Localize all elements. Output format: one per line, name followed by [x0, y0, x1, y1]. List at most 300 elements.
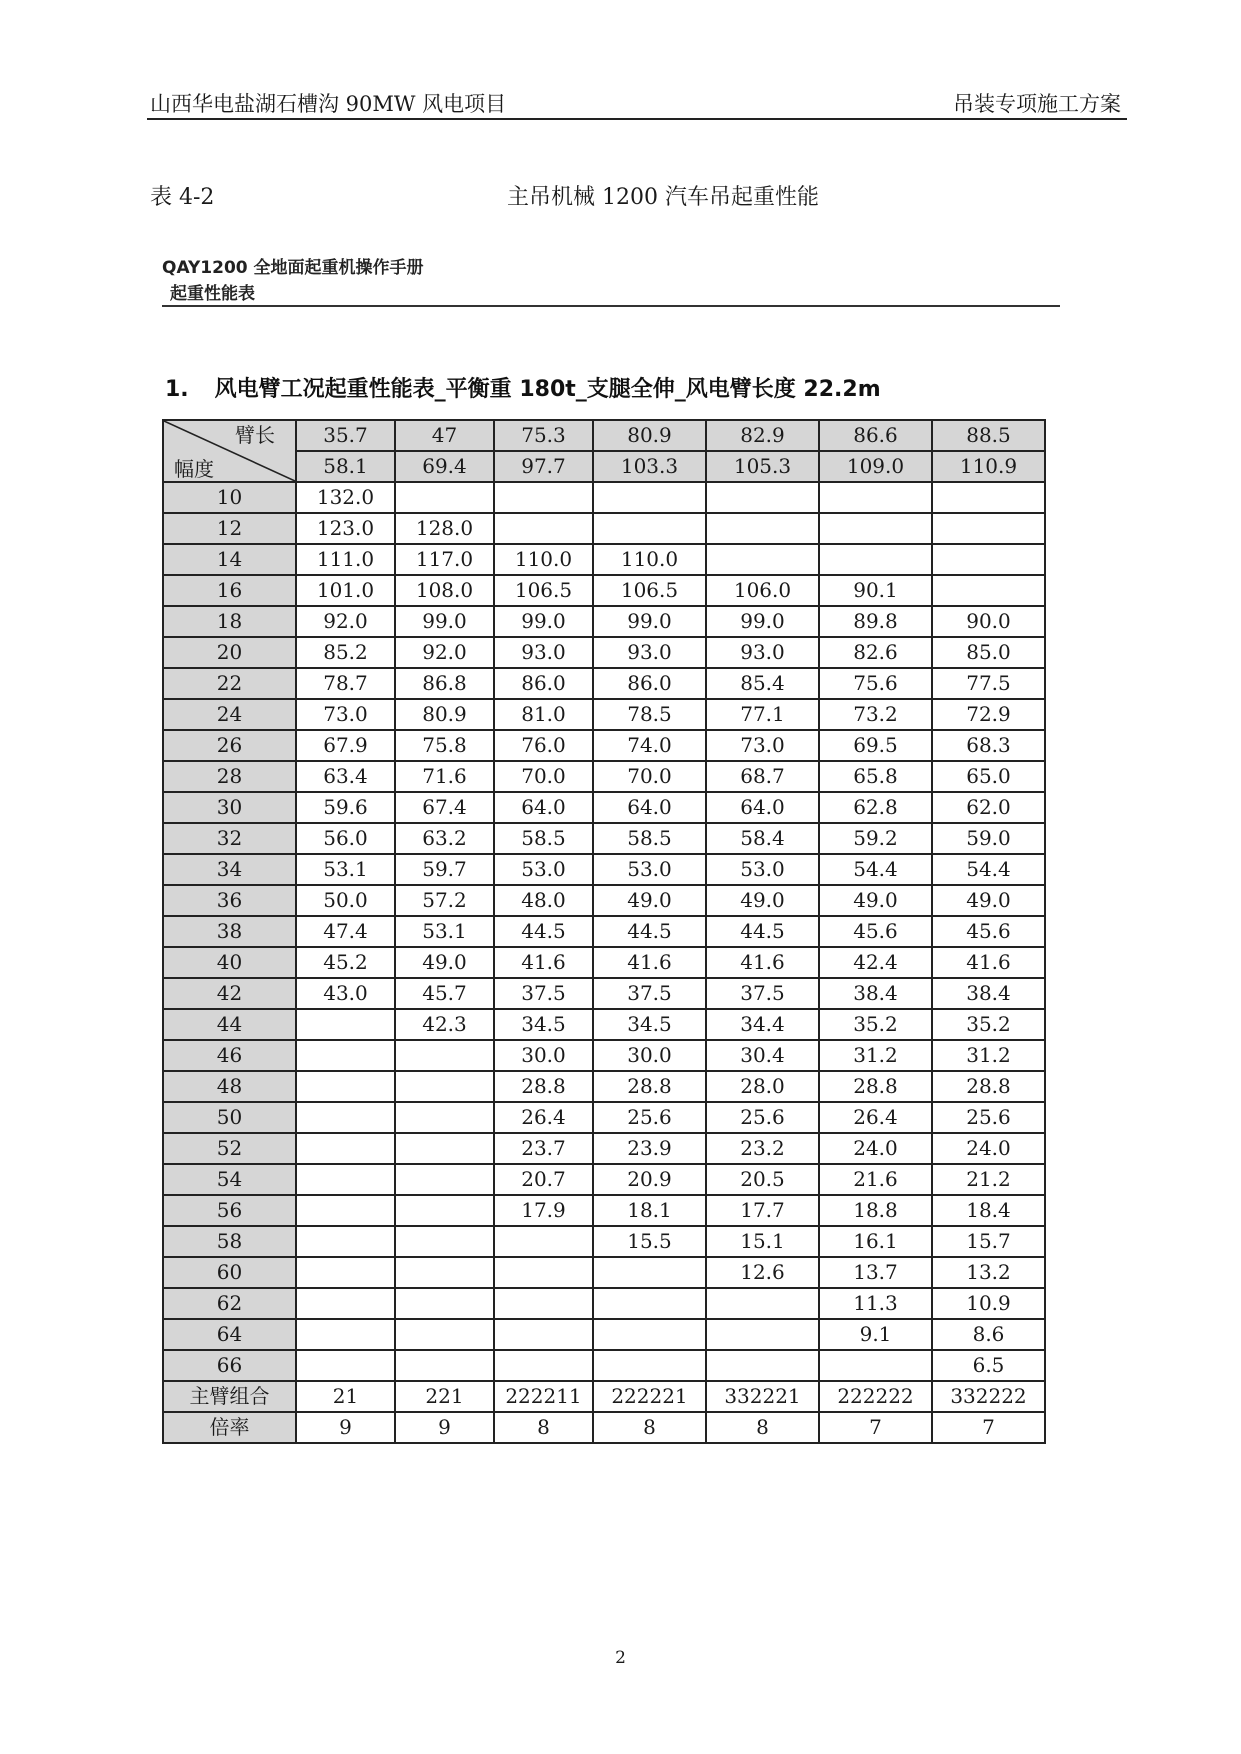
- reeving-ratio-cell: 8: [593, 1412, 706, 1443]
- capacity-cell: 41.6: [706, 947, 819, 978]
- table-title: 主吊机械 1200 汽车吊起重性能: [507, 185, 819, 210]
- boom-combination-row: [163, 1381, 1045, 1412]
- radius-cell: 60: [163, 1257, 296, 1288]
- radius-cell: 66: [163, 1350, 296, 1381]
- capacity-cell: 74.0: [593, 730, 706, 761]
- capacity-cell: 59.6: [296, 792, 395, 823]
- capacity-cell: [593, 482, 706, 513]
- capacity-cell: 73.2: [819, 699, 932, 730]
- capacity-cell: 44.5: [494, 916, 593, 947]
- capacity-cell: 62.0: [932, 792, 1045, 823]
- reeving-ratio-cell: 7: [819, 1412, 932, 1443]
- boom-combination-label: 主臂组合: [163, 1381, 296, 1412]
- capacity-cell: [494, 1319, 593, 1350]
- capacity-cell: 85.4: [706, 668, 819, 699]
- table-row: [163, 947, 1045, 978]
- radius-cell: 26: [163, 730, 296, 761]
- capacity-cell: [932, 513, 1045, 544]
- table-row: [163, 1071, 1045, 1102]
- capacity-cell: 56.0: [296, 823, 395, 854]
- radius-cell: 14: [163, 544, 296, 575]
- capacity-cell: [395, 1164, 494, 1195]
- capacity-cell: [593, 513, 706, 544]
- radius-cell: 18: [163, 606, 296, 637]
- radius-cell: 12: [163, 513, 296, 544]
- radius-cell: 30: [163, 792, 296, 823]
- capacity-cell: [395, 1319, 494, 1350]
- page-number: 2: [615, 1648, 626, 1668]
- capacity-cell: [296, 1195, 395, 1226]
- boom-length-label: 臂长: [235, 423, 275, 447]
- capacity-cell: 12.6: [706, 1257, 819, 1288]
- capacity-cell: 93.0: [706, 637, 819, 668]
- capacity-cell: 58.5: [494, 823, 593, 854]
- capacity-cell: 9.1: [819, 1319, 932, 1350]
- capacity-cell: [706, 1319, 819, 1350]
- capacity-cell: [296, 1226, 395, 1257]
- capacity-cell: 106.0: [706, 575, 819, 606]
- boom-combination-cell: 222211: [494, 1381, 593, 1412]
- capacity-cell: 28.8: [593, 1071, 706, 1102]
- capacity-cell: 28.8: [932, 1071, 1045, 1102]
- capacity-cell: 92.0: [296, 606, 395, 637]
- capacity-cell: 77.1: [706, 699, 819, 730]
- capacity-cell: 58.4: [706, 823, 819, 854]
- capacity-cell: [395, 1040, 494, 1071]
- capacity-cell: 30.0: [593, 1040, 706, 1071]
- table-row: [163, 885, 1045, 916]
- table-row: [163, 1133, 1045, 1164]
- capacity-cell: [395, 1288, 494, 1319]
- capacity-cell: 63.4: [296, 761, 395, 792]
- table-row: [163, 792, 1045, 823]
- capacity-cell: 49.0: [395, 947, 494, 978]
- capacity-cell: 15.5: [593, 1226, 706, 1257]
- capacity-cell: 111.0: [296, 544, 395, 575]
- capacity-cell: 35.2: [819, 1009, 932, 1040]
- capacity-cell: 117.0: [395, 544, 494, 575]
- main-boom-length-cell: 35.7: [296, 420, 395, 451]
- capacity-cell: 53.1: [296, 854, 395, 885]
- capacity-cell: 30.0: [494, 1040, 593, 1071]
- reeving-ratio-cell: 8: [494, 1412, 593, 1443]
- capacity-cell: 73.0: [296, 699, 395, 730]
- capacity-cell: [296, 1102, 395, 1133]
- capacity-cell: 64.0: [706, 792, 819, 823]
- capacity-cell: 37.5: [706, 978, 819, 1009]
- capacity-cell: 53.0: [593, 854, 706, 885]
- header-doc-title: 吊装专项施工方案: [953, 92, 1121, 116]
- capacity-cell: 25.6: [706, 1102, 819, 1133]
- table-row: [163, 1195, 1045, 1226]
- table-number: 表 4-2: [150, 185, 215, 210]
- capacity-cell: 68.3: [932, 730, 1045, 761]
- capacity-cell: 59.2: [819, 823, 932, 854]
- radius-cell: 42: [163, 978, 296, 1009]
- main-boom-length-cell: 47: [395, 420, 494, 451]
- capacity-cell: 68.7: [706, 761, 819, 792]
- capacity-cell: 73.0: [706, 730, 819, 761]
- capacity-cell: 11.3: [819, 1288, 932, 1319]
- capacity-cell: 92.0: [395, 637, 494, 668]
- capacity-cell: 85.0: [932, 637, 1045, 668]
- table-row: [163, 730, 1045, 761]
- capacity-cell: 41.6: [932, 947, 1045, 978]
- capacity-cell: 78.5: [593, 699, 706, 730]
- capacity-cell: 31.2: [932, 1040, 1045, 1071]
- capacity-cell: 15.7: [932, 1226, 1045, 1257]
- reeving-ratio-cell: 9: [395, 1412, 494, 1443]
- capacity-cell: 34.5: [593, 1009, 706, 1040]
- capacity-cell: 35.2: [932, 1009, 1045, 1040]
- table-row: [163, 854, 1045, 885]
- capacity-cell: 67.9: [296, 730, 395, 761]
- capacity-cell: 80.9: [395, 699, 494, 730]
- capacity-cell: 59.0: [932, 823, 1045, 854]
- capacity-cell: 108.0: [395, 575, 494, 606]
- capacity-cell: 58.5: [593, 823, 706, 854]
- capacity-cell: 25.6: [932, 1102, 1045, 1133]
- capacity-cell: 21.2: [932, 1164, 1045, 1195]
- capacity-cell: 86.0: [593, 668, 706, 699]
- table-row: [163, 1288, 1045, 1319]
- radius-cell: 16: [163, 575, 296, 606]
- capacity-cell: [819, 482, 932, 513]
- capacity-cell: [395, 1257, 494, 1288]
- main-boom-length-cell: 80.9: [593, 420, 706, 451]
- capacity-cell: [395, 482, 494, 513]
- total-boom-length-cell: 97.7: [494, 451, 593, 482]
- radius-cell: 28: [163, 761, 296, 792]
- capacity-cell: 30.4: [706, 1040, 819, 1071]
- capacity-cell: 49.0: [593, 885, 706, 916]
- capacity-cell: [494, 1288, 593, 1319]
- total-boom-length-cell: 103.3: [593, 451, 706, 482]
- capacity-cell: 49.0: [706, 885, 819, 916]
- manual-heading: [162, 255, 424, 307]
- capacity-cell: [296, 1164, 395, 1195]
- table-row: [163, 823, 1045, 854]
- capacity-cell: 26.4: [819, 1102, 932, 1133]
- capacity-cell: 53.1: [395, 916, 494, 947]
- boom-combination-cell: 332222: [932, 1381, 1045, 1412]
- radius-cell: 44: [163, 1009, 296, 1040]
- capacity-cell: 123.0: [296, 513, 395, 544]
- capacity-cell: 23.7: [494, 1133, 593, 1164]
- capacity-cell: [819, 513, 932, 544]
- capacity-cell: [593, 1319, 706, 1350]
- capacity-cell: 70.0: [494, 761, 593, 792]
- capacity-cell: 23.9: [593, 1133, 706, 1164]
- reeving-ratio-cell: 8: [706, 1412, 819, 1443]
- capacity-cell: 85.2: [296, 637, 395, 668]
- radius-cell: 24: [163, 699, 296, 730]
- total-boom-length-cell: 105.3: [706, 451, 819, 482]
- radius-cell: 38: [163, 916, 296, 947]
- header-project: 山西华电盐湖石槽沟 90MW 风电项目: [150, 92, 507, 116]
- radius-cell: 34: [163, 854, 296, 885]
- radius-cell: 48: [163, 1071, 296, 1102]
- capacity-cell: 41.6: [593, 947, 706, 978]
- capacity-cell: [296, 1350, 395, 1381]
- capacity-cell: 28.8: [819, 1071, 932, 1102]
- capacity-cell: 42.3: [395, 1009, 494, 1040]
- capacity-cell: [706, 513, 819, 544]
- main-boom-length-cell: 82.9: [706, 420, 819, 451]
- manual-rule: [162, 305, 1060, 307]
- capacity-cell: 45.6: [932, 916, 1045, 947]
- capacity-cell: 41.6: [494, 947, 593, 978]
- radius-label: 幅度: [174, 457, 214, 481]
- capacity-cell: 65.8: [819, 761, 932, 792]
- capacity-cell: 75.6: [819, 668, 932, 699]
- capacity-cell: 93.0: [494, 637, 593, 668]
- capacity-cell: 106.5: [593, 575, 706, 606]
- capacity-cell: [706, 482, 819, 513]
- capacity-cell: 86.0: [494, 668, 593, 699]
- capacity-cell: 20.7: [494, 1164, 593, 1195]
- capacity-cell: [395, 1133, 494, 1164]
- capacity-cell: 70.0: [593, 761, 706, 792]
- capacity-cell: 45.6: [819, 916, 932, 947]
- table-row: [163, 699, 1045, 730]
- section-title: 风电臂工况起重性能表_平衡重 180t_支腿全伸_风电臂长度 22.2m: [214, 377, 881, 402]
- capacity-cell: 65.0: [932, 761, 1045, 792]
- capacity-cell: 54.4: [819, 854, 932, 885]
- radius-cell: 22: [163, 668, 296, 699]
- corner-header-cell: [163, 420, 296, 482]
- capacity-cell: 93.0: [593, 637, 706, 668]
- radius-cell: 64: [163, 1319, 296, 1350]
- capacity-cell: 54.4: [932, 854, 1045, 885]
- capacity-cell: 18.1: [593, 1195, 706, 1226]
- capacity-cell: 38.4: [932, 978, 1045, 1009]
- capacity-cell: 86.8: [395, 668, 494, 699]
- capacity-cell: 45.7: [395, 978, 494, 1009]
- capacity-cell: 6.5: [932, 1350, 1045, 1381]
- capacity-cell: 110.0: [494, 544, 593, 575]
- capacity-cell: 16.1: [819, 1226, 932, 1257]
- capacity-cell: [296, 1009, 395, 1040]
- capacity-cell: [395, 1195, 494, 1226]
- capacity-cell: 69.5: [819, 730, 932, 761]
- capacity-cell: 71.6: [395, 761, 494, 792]
- table-row: [163, 606, 1045, 637]
- capacity-cell: [395, 1350, 494, 1381]
- table-row: [163, 1040, 1045, 1071]
- capacity-cell: 81.0: [494, 699, 593, 730]
- capacity-cell: 82.6: [819, 637, 932, 668]
- capacity-cell: 8.6: [932, 1319, 1045, 1350]
- manual-subtitle: 起重性能表: [170, 284, 255, 304]
- capacity-cell: [395, 1071, 494, 1102]
- capacity-cell: 44.5: [593, 916, 706, 947]
- capacity-cell: 57.2: [395, 885, 494, 916]
- radius-cell: 32: [163, 823, 296, 854]
- total-boom-length-cell: 69.4: [395, 451, 494, 482]
- capacity-cell: [932, 482, 1045, 513]
- capacity-cell: 99.0: [706, 606, 819, 637]
- capacity-cell: 101.0: [296, 575, 395, 606]
- boom-combination-cell: 222221: [593, 1381, 706, 1412]
- table-row: [163, 1102, 1045, 1133]
- capacity-cell: 49.0: [819, 885, 932, 916]
- capacity-cell: 99.0: [395, 606, 494, 637]
- table-row: [163, 1257, 1045, 1288]
- table-row: [163, 575, 1045, 606]
- capacity-cell: 53.0: [706, 854, 819, 885]
- capacity-cell: 48.0: [494, 885, 593, 916]
- table-row: [163, 1319, 1045, 1350]
- capacity-cell: 76.0: [494, 730, 593, 761]
- capacity-cell: [296, 1071, 395, 1102]
- capacity-cell: [395, 1226, 494, 1257]
- boom-combination-cell: 222222: [819, 1381, 932, 1412]
- capacity-cell: 72.9: [932, 699, 1045, 730]
- capacity-cell: 17.7: [706, 1195, 819, 1226]
- capacity-cell: [494, 1257, 593, 1288]
- capacity-cell: 59.7: [395, 854, 494, 885]
- boom-combination-cell: 332221: [706, 1381, 819, 1412]
- table-row: [163, 513, 1045, 544]
- main-boom-length-cell: 88.5: [932, 420, 1045, 451]
- reeving-ratio-label: 倍率: [163, 1412, 296, 1443]
- radius-cell: 20: [163, 637, 296, 668]
- capacity-cell: 24.0: [819, 1133, 932, 1164]
- capacity-cell: [593, 1350, 706, 1381]
- capacity-cell: 44.5: [706, 916, 819, 947]
- capacity-cell: [296, 1257, 395, 1288]
- table-row: [163, 1164, 1045, 1195]
- capacity-cell: 18.4: [932, 1195, 1045, 1226]
- capacity-cell: 26.4: [494, 1102, 593, 1133]
- capacity-cell: 106.5: [494, 575, 593, 606]
- capacity-cell: [932, 544, 1045, 575]
- main-boom-length-cell: 86.6: [819, 420, 932, 451]
- capacity-cell: [494, 513, 593, 544]
- capacity-cell: 28.0: [706, 1071, 819, 1102]
- table-row: [163, 1226, 1045, 1257]
- capacity-cell: 90.0: [932, 606, 1045, 637]
- capacity-cell: [494, 1226, 593, 1257]
- reeving-ratio-row: [163, 1412, 1045, 1443]
- total-boom-length-cell: 110.9: [932, 451, 1045, 482]
- capacity-cell: 110.0: [593, 544, 706, 575]
- main-boom-length-cell: 75.3: [494, 420, 593, 451]
- capacity-cell: [395, 1102, 494, 1133]
- capacity-cell: 10.9: [932, 1288, 1045, 1319]
- capacity-cell: 37.5: [593, 978, 706, 1009]
- capacity-cell: 128.0: [395, 513, 494, 544]
- capacity-cell: [494, 1350, 593, 1381]
- capacity-cell: 21.6: [819, 1164, 932, 1195]
- capacity-cell: [819, 1350, 932, 1381]
- total-boom-length-cell: 58.1: [296, 451, 395, 482]
- capacity-cell: 64.0: [494, 792, 593, 823]
- radius-cell: 46: [163, 1040, 296, 1071]
- capacity-cell: 31.2: [819, 1040, 932, 1071]
- capacity-cell: [296, 1319, 395, 1350]
- boom-combination-cell: 221: [395, 1381, 494, 1412]
- capacity-cell: 42.4: [819, 947, 932, 978]
- capacity-cell: [706, 1350, 819, 1381]
- capacity-cell: 63.2: [395, 823, 494, 854]
- radius-cell: 50: [163, 1102, 296, 1133]
- capacity-cell: 77.5: [932, 668, 1045, 699]
- table-row: [163, 916, 1045, 947]
- capacity-cell: 78.7: [296, 668, 395, 699]
- capacity-cell: 13.7: [819, 1257, 932, 1288]
- boom-combination-cell: 21: [296, 1381, 395, 1412]
- capacity-cell: 62.8: [819, 792, 932, 823]
- capacity-cell: 25.6: [593, 1102, 706, 1133]
- radius-cell: 56: [163, 1195, 296, 1226]
- capacity-cell: 64.0: [593, 792, 706, 823]
- radius-cell: 36: [163, 885, 296, 916]
- capacity-cell: 15.1: [706, 1226, 819, 1257]
- capacity-cell: 49.0: [932, 885, 1045, 916]
- capacity-cell: 45.2: [296, 947, 395, 978]
- capacity-cell: 34.5: [494, 1009, 593, 1040]
- table-row: [163, 668, 1045, 699]
- total-boom-length-cell: 109.0: [819, 451, 932, 482]
- capacity-cell: [593, 1288, 706, 1319]
- reeving-ratio-cell: 7: [932, 1412, 1045, 1443]
- capacity-cell: 18.8: [819, 1195, 932, 1226]
- capacity-cell: [932, 575, 1045, 606]
- capacity-cell: 89.8: [819, 606, 932, 637]
- section-number: 1.: [165, 377, 189, 402]
- capacity-cell: 99.0: [494, 606, 593, 637]
- capacity-cell: 67.4: [395, 792, 494, 823]
- capacity-cell: 132.0: [296, 482, 395, 513]
- radius-cell: 10: [163, 482, 296, 513]
- radius-cell: 52: [163, 1133, 296, 1164]
- radius-cell: 54: [163, 1164, 296, 1195]
- section-heading: [165, 372, 881, 403]
- capacity-cell: [296, 1133, 395, 1164]
- header-row-main-boom: [163, 420, 1045, 451]
- table-row: [163, 978, 1045, 1009]
- capacity-cell: 20.9: [593, 1164, 706, 1195]
- table-row: [163, 544, 1045, 575]
- capacity-cell: 28.8: [494, 1071, 593, 1102]
- capacity-cell: 50.0: [296, 885, 395, 916]
- capacity-cell: 75.8: [395, 730, 494, 761]
- capacity-cell: [819, 544, 932, 575]
- capacity-cell: [296, 1040, 395, 1071]
- capacity-cell: 43.0: [296, 978, 395, 1009]
- capacity-cell: [593, 1257, 706, 1288]
- capacity-cell: 13.2: [932, 1257, 1045, 1288]
- radius-cell: 40: [163, 947, 296, 978]
- capacity-cell: [494, 482, 593, 513]
- reeving-ratio-cell: 9: [296, 1412, 395, 1443]
- manual-title: QAY1200 全地面起重机操作手册: [162, 258, 424, 278]
- capacity-cell: 17.9: [494, 1195, 593, 1226]
- capacity-cell: 23.2: [706, 1133, 819, 1164]
- table-row: [163, 482, 1045, 513]
- capacity-cell: 24.0: [932, 1133, 1045, 1164]
- capacity-cell: [296, 1288, 395, 1319]
- capacity-cell: 90.1: [819, 575, 932, 606]
- table-row: [163, 1350, 1045, 1381]
- capacity-cell: 37.5: [494, 978, 593, 1009]
- table-row: [163, 1009, 1045, 1040]
- table-row: [163, 761, 1045, 792]
- load-chart-table: [162, 419, 1046, 1444]
- capacity-cell: 47.4: [296, 916, 395, 947]
